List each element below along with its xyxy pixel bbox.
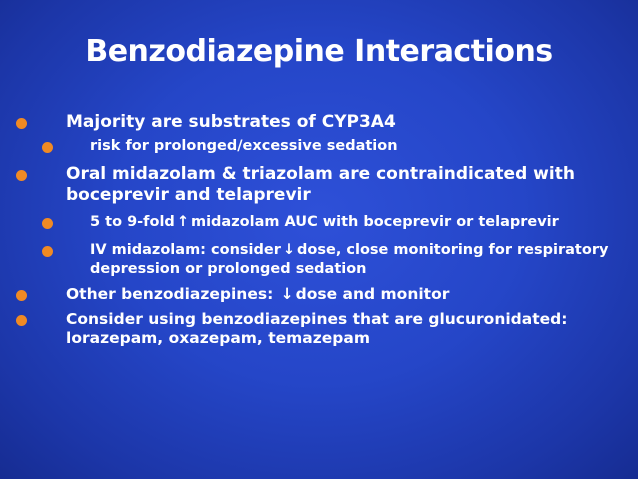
bullet-item	[12, 164, 632, 206]
orange-bullet-icon	[16, 315, 27, 326]
bullet-item	[12, 310, 632, 348]
bullet-text-before: 5 to 9-fold	[90, 214, 175, 230]
bullet-text-after: dose and monitor	[295, 285, 450, 303]
bullet-text: risk for prolonged/excessive sedation	[90, 138, 398, 154]
bullet-text-before: Other benzodiazepines:	[66, 285, 279, 303]
orange-bullet-icon	[42, 142, 53, 153]
sub-bullet-item	[12, 213, 632, 232]
orange-bullet-icon	[42, 246, 53, 257]
bullet-text: Majority are substrates of CYP3A4	[66, 112, 396, 132]
bullet-list	[12, 112, 632, 353]
bullet-text-after: dose, close monitoring for respiratory depression or prolonged sedation	[90, 242, 609, 277]
bullet-item	[12, 112, 632, 133]
sub-bullet-item	[12, 137, 632, 156]
orange-bullet-icon	[16, 170, 27, 181]
orange-bullet-icon	[16, 290, 27, 301]
bullet-text: Oral midazolam & triazolam are contraindicated with boceprevir and telaprevir	[66, 164, 575, 205]
bullet-item	[12, 285, 632, 304]
bullet-text-after: midazolam AUC with boceprevir or telaprevir	[190, 214, 559, 230]
orange-bullet-icon	[42, 218, 53, 229]
orange-bullet-icon	[16, 118, 27, 129]
up-arrow-icon: ↑	[176, 214, 189, 230]
down-arrow-icon: ↓	[282, 242, 296, 258]
sub-bullet-item	[12, 241, 632, 279]
down-arrow-icon: ↓	[280, 285, 294, 303]
slide-title: Benzodiazepine Interactions	[85, 34, 553, 69]
bullet-text-before: IV midazolam: consider	[90, 242, 281, 258]
bullet-text: Consider using benzodiazepines that are glucuronidated: lorazepam, oxazepam, temazepam	[66, 310, 568, 347]
